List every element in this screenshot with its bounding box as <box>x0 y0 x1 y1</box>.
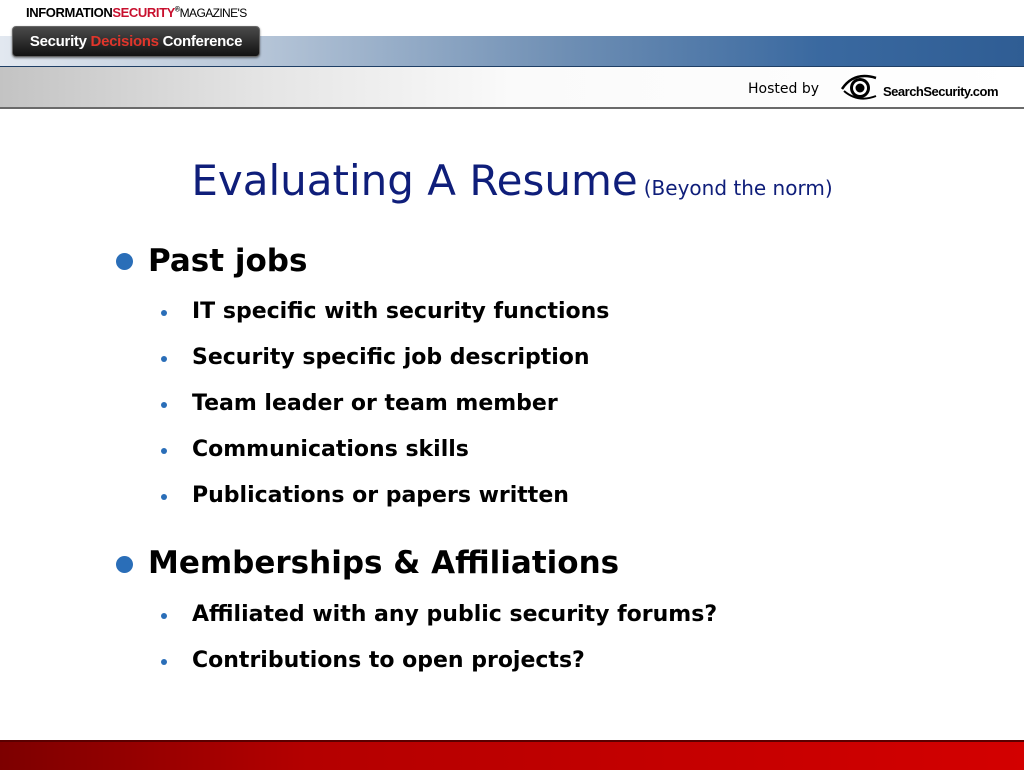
title-main: Evaluating A Resume <box>191 156 638 205</box>
list-bullet-icon <box>161 494 167 500</box>
list-item: Publications or papers written <box>192 483 569 508</box>
host-logo-text: SearchSecurity.com <box>883 84 999 99</box>
slide-title <box>0 156 1024 205</box>
list-item: Team leader or team member <box>192 391 558 416</box>
brand-part3: MAGAZINE'S <box>179 6 247 20</box>
list-item: Affiliated with any public security forums? <box>192 602 718 627</box>
section-bullet-icon <box>116 253 133 270</box>
conference-part1: Security <box>29 33 87 50</box>
brand-part1: INFORMATION <box>26 5 113 20</box>
section-heading-memberships: Memberships & Affiliations <box>148 545 620 581</box>
conference-part3: Conference <box>162 33 243 50</box>
conference-logo <box>12 26 260 57</box>
list-item: Communications skills <box>192 437 469 462</box>
searchsecurity-eye-icon <box>840 72 880 104</box>
list-bullet-icon <box>161 310 167 316</box>
list-item: Contributions to open projects? <box>192 648 585 673</box>
list-bullet-icon <box>161 613 167 619</box>
list-bullet-icon <box>161 356 167 362</box>
hosted-by-label: Hosted by <box>748 81 819 97</box>
section-heading-past-jobs: Past jobs <box>148 243 308 279</box>
brand-part2: SECURITY <box>112 5 175 20</box>
list-bullet-icon <box>161 448 167 454</box>
section-bullet-icon <box>116 556 133 573</box>
title-subtitle: (Beyond the norm) <box>643 176 833 200</box>
conference-part2: Decisions <box>90 33 159 50</box>
footer-band <box>0 740 1024 770</box>
list-item: IT specific with security functions <box>192 299 610 324</box>
brand-sup: ® <box>174 6 180 14</box>
magazine-logo <box>26 5 247 20</box>
list-item: Security specific job description <box>192 345 590 370</box>
list-bullet-icon <box>161 659 167 665</box>
list-bullet-icon <box>161 402 167 408</box>
